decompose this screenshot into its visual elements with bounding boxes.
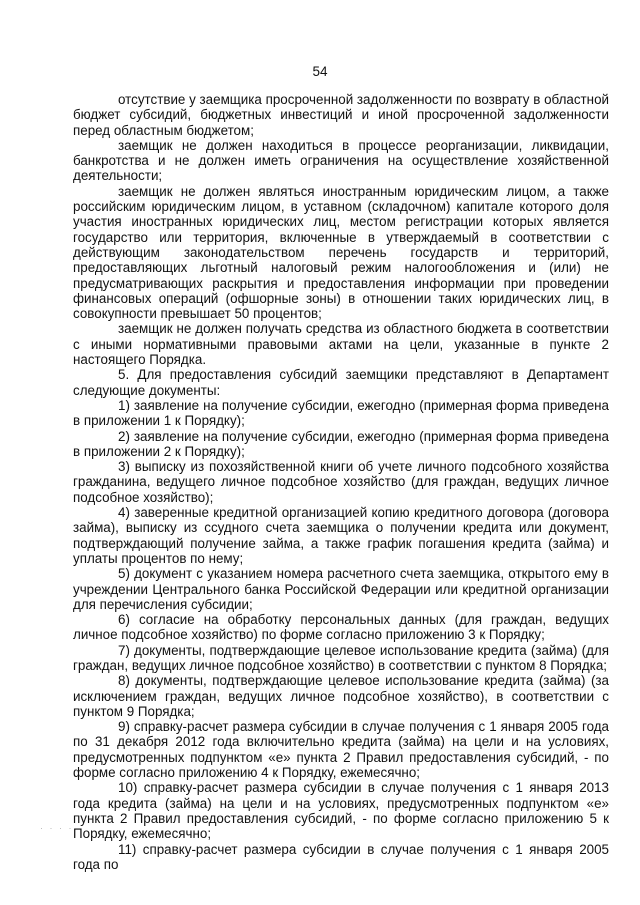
document-body <box>73 92 609 872</box>
paragraph: отсутствие у заемщика просроченной задолженности по возврату в областной бюджет субсидий, бюджетных инвестиций и иной просроченной задолженности перед областным бюджетом; <box>73 92 609 138</box>
list-item: 6) согласие на обработку персональных данных (для граждан, ведущих личное подсобное хозяйство) по форме согласно приложению 3 к Порядку; <box>73 612 609 643</box>
page-number: 54 <box>312 64 328 79</box>
paragraph: заемщик не должен являться иностранным юридическим лицом, а также российским юридическим лицом, в уставном (складочном) капитале которого доля участия иностранных юридических лиц, местом регистрации которых является государство или территория, включенные в утверждаемый в соответствии с действующим законодательством перечень государств и территорий, предоставляющих льготный налоговый режим налогообложения и (или) не предусматривающих раскрытия и предоставления информации при проведении финансовых операций (офшорные зоны) в отношении таких юридических лиц, в совокупности превышает 50 процентов; <box>73 183 609 322</box>
list-item: 10) справку-расчет размера субсидии в случае получения с 1 января 2013 года кредита (займа) на цели и на условиях, предусмотренных подпунктом «е» пункта 2 Правил предоставления субсидий, - по форме согласно приложению 5 к Порядку, ежемесячно; <box>73 780 609 842</box>
list-item: 2) заявление на получение субсидии, ежегодно (примерная форма приведена в приложении 2 к Порядку); <box>73 428 609 459</box>
list-item: 5) документ с указанием номера расчетного счета заемщика, открытого ему в учреждении Центрального банка Российской Федерации или кредитной организации для перечисления субсидии; <box>73 566 609 612</box>
list-item: 1) заявление на получение субсидии, ежегодно (примерная форма приведена в приложении 1 к Порядку); <box>73 397 609 429</box>
list-item: 4) заверенные кредитной организацией копию кредитного договора (договора займа), выписку из ссудного счета заемщика о получении кредита или документ, подтверждающий получение займа, а также график погашения кредита (займа) и уплаты процентов по нему; <box>73 505 609 566</box>
paragraph: заемщик не должен находиться в процессе реорганизации, ликвидации, банкротства и не должен иметь ограничения на осуществление хозяйственной деятельности; <box>73 137 609 184</box>
list-item: 3) выписку из похозяйственной книги об учете личного подсобного хозяйства гражданина, ведущего личное подсобное хозяйство (для граждан, ведущих личное подсобное хозяйство); <box>73 459 609 505</box>
list-item: 9) справку-расчет размера субсидии в случае получения с 1 января 2005 года по 31 декабря 2012 года включительно кредита (займа) на цели и на условиях, предусмотренных подпунктом «е» пункта 2 Правил предоставления субсидий, - по форме согласно приложению 4 к Порядку, ежемесячно; <box>73 719 609 781</box>
paragraph: заемщик не должен получать средства из областного бюджета в соответствии с иными нормативными правовыми актами на цели, указанные в пункте 2 настоящего Порядка. <box>73 321 609 368</box>
list-item: 7) документы, подтверждающие целевое использование кредита (займа) (для граждан, ведущих личное подсобное хозяйство) в соответствии с пунктом 8 Порядка; <box>73 642 609 673</box>
scan-artifact: · · · · <box>40 823 74 833</box>
paragraph: 5. Для предоставления субсидий заемщики представляют в Департамент следующие документы: <box>73 367 609 398</box>
list-item: 11) справку-расчет размера субсидии в случае получения с 1 января 2005 года по <box>73 841 609 872</box>
list-item: 8) документы, подтверждающие целевое использование кредита (займа) (за исключением граждан, ведущих личное подсобное хозяйство), в соответствии с пунктом 9 Порядка; <box>73 673 609 719</box>
